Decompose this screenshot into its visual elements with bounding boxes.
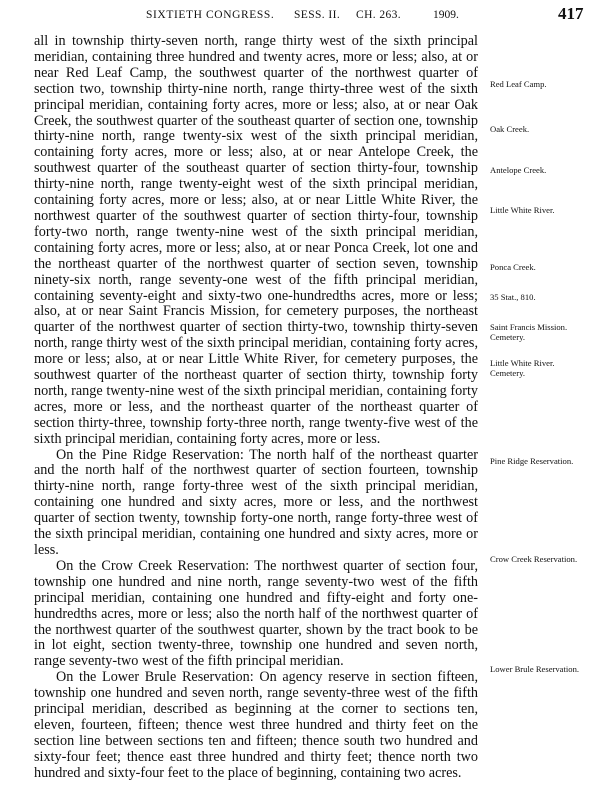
margin-note-ponca-creek: Ponca Creek. [490,262,536,272]
congress-label: SIXTIETH CONGRESS. [146,9,275,21]
margin-note-little-white-river-cemetery: Little White River. Cemetery. [490,358,555,378]
margin-note-saint-francis-mission: Saint Francis Mission. Cemetery. [490,322,568,342]
margin-note-pine-ridge: Pine Ridge Reservation. [490,456,574,466]
paragraph-pine-ridge: On the Pine Ridge Reservation: The north half of the northeast quarter and the north half of the northwest quarter of section fourteen, township thirty-nine north, range forty-three west of the sixth principal meridian, containing one hundred and sixty acres, more or less, and the northwest quarter of section twenty, township forty-one north, range forty-three west of the sixth principal meridian, containing one hundred and sixty acres, more or less. [34,446,478,558]
paragraph-continuation: all in township thirty-seven north, range thirty west of the sixth principal meridian, containing three hundred and twenty acres, more or less; also, at or near Red Leaf Camp, the southwest quarter of the northwest quarter of section two, township thirty-nine north, range thirty-three west of the sixth principal meridian, containing forty acres, more or less; also, at or near Oak Creek, the southwest quarter of the southeast quarter of section one, township thirty-nine north, range twenty-six west of the sixth principal meridian, containing forty acres, more or less; also, at or near Antelope Creek, the southwest quarter of the southeast quarter of section thirty-four, township thirty-nine north, range twenty-eight west of the sixth principal meridian, containing forty acres, more or less; also, at or near Little White River, the northwest quarter of the southwest quarter of section thirty-four, township forty-two north, range twenty-nine west of the sixth principal meridian, containing forty acres, more or less; also, at or near Ponca Creek, lot one and the northeast quarter of the northwest quarter of section seven, township ninety-six north, range seventy-one west of the fifth principal meridian, containing seventy-eight and sixty-two one-hundredths acres, more or less; also, at or near Saint Francis Mission, for cemetery purposes, the northeast quarter of the northwest quarter of section thirty-two, township thirty-seven north, range thirty west of the sixth principal meridian, containing forty acres, more or less; also, at or near Little White River, for cemetery purposes, the southwest quarter of the northeast quarter of section thirty, township forty north, range twenty-nine west of the sixth principal meridian, containing forty acres, more or less, and the northeast quarter of the northeast quarter of section thirty-three, township forty-three north, range twenty-five west of the sixth principal meridian, containing forty acres, more or less. [34,33,478,447]
margin-note-red-leaf-camp: Red Leaf Camp. [490,79,547,89]
session-label: SESS. II. [294,9,341,21]
year-label: 1909. [433,9,459,21]
paragraph-crow-creek: On the Crow Creek Reservation: The northwest quarter of section four, township one hundred and nine north, range seventy-two west of the fifth principal meridian, containing one hundred and fifty-eight and forty one-hundredths acres, more or less; also the north half of the northwest quarter of the northwest quarter of the southwest quarter, shown by the tract book to be in lot eight, section twenty-three, township one hundred and seven north, range seventy-two west of the fifth principal meridian. [34,557,478,670]
page-number: 417 [558,4,584,23]
margin-note-crow-creek: Crow Creek Reservation. [490,554,578,564]
margin-note-lower-brule: Lower Brule Reservation. [490,664,580,674]
margin-note-oak-creek: Oak Creek. [490,124,530,134]
margin-note-antelope-creek: Antelope Creek. [490,165,547,175]
margin-note-little-white-river: Little White River. [490,205,555,215]
chapter-label: CH. 263. [356,9,402,21]
running-header [0,3,600,29]
statute-body [34,34,478,782]
margin-note-statute-citation: 35 Stat., 810. [490,292,536,302]
paragraph-lower-brule: On the Lower Brule Reservation: On agency reserve in section fifteen, township one hundred and seven north, range seventy-three west of the fifth principal meridian, described as beginning at the corner to sections ten, eleven, fourteen, fifteen; thence west three hundred and thirty feet on the section line between sections ten and fifteen; thence south two hundred and sixty-four feet; thence east three hundred and thirty feet; thence north two hundred and sixty-four feet to the place of beginning, containing two acres. [34,669,478,781]
